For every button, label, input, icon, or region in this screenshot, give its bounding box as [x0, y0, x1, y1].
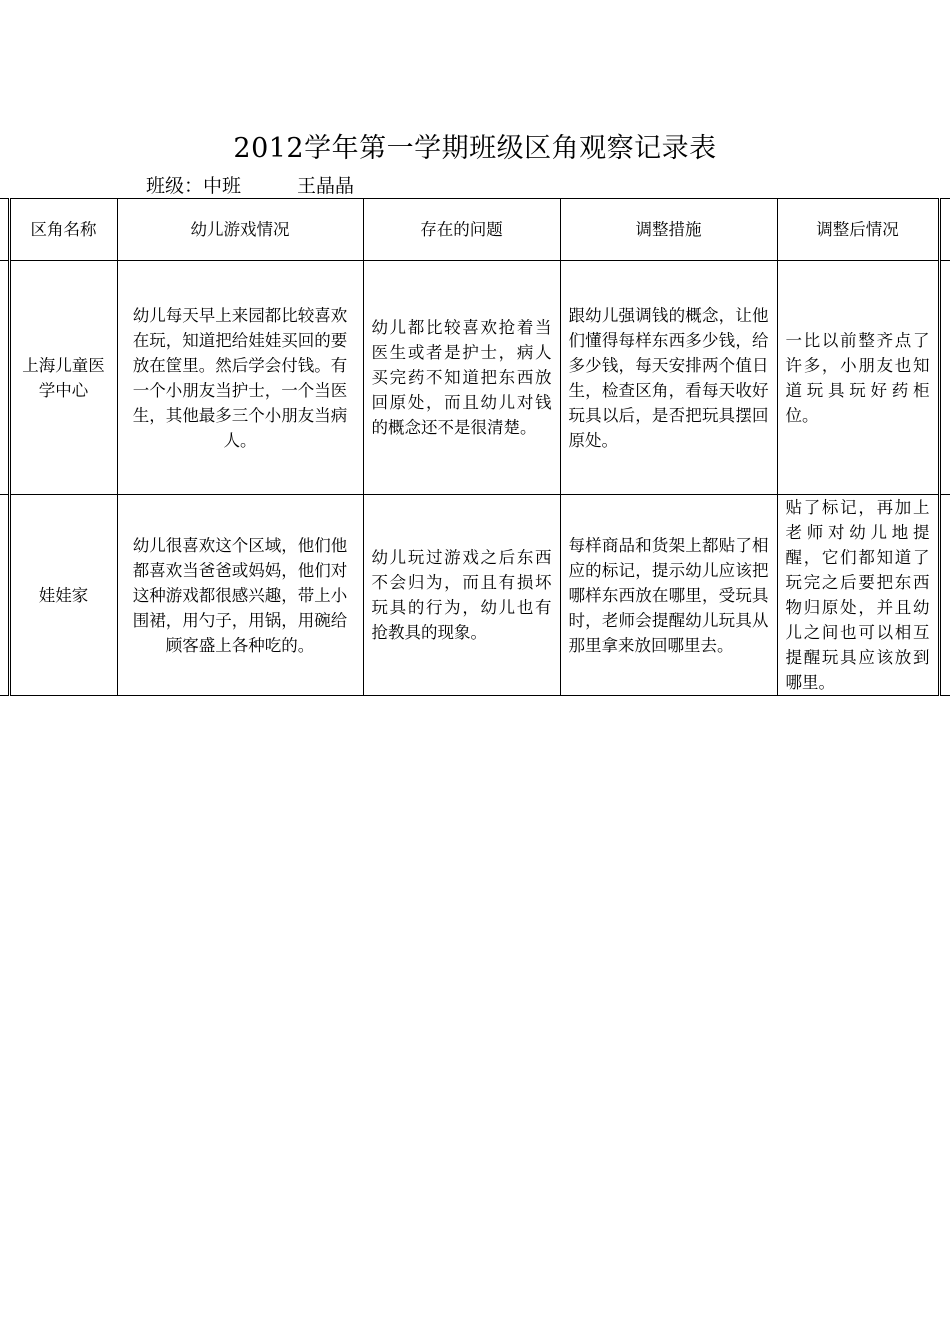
teacher-name: 王晶晶: [297, 175, 355, 197]
header-measure: 调整措施: [560, 199, 777, 261]
class-label: 班级：中班: [146, 175, 242, 197]
header-play: 幼儿游戏情况: [117, 199, 363, 261]
header-result: 调整后情况: [777, 199, 939, 261]
observation-table: [0, 198, 950, 696]
cell-area: 上海儿童医学中心: [9, 261, 117, 495]
header-problem: 存在的问题: [363, 199, 560, 261]
cell-measure: 跟幼儿强调钱的概念，让他们懂得每样东西多少钱，给多少钱，每天安排两个值日生，检查区角，看每天收好玩具以后，是否把玩具摆回原处。: [560, 261, 777, 495]
cell-play: 幼儿很喜欢这个区域，他们他都喜欢当爸爸或妈妈，他们对这种游戏都很感兴趣，带上小围裙，用勺子，用锅，用碗给顾客盛上各种吃的。: [117, 495, 363, 696]
cell-play: 幼儿每天早上来园都比较喜欢在玩，知道把给娃娃买回的要放在筐里。然后学会付钱。有一个小朋友当护士，一个当医生，其他最多三个小朋友当病人。: [117, 261, 363, 495]
table-edge-left: [0, 199, 9, 261]
table-header-row: [0, 199, 950, 261]
class-info: [146, 174, 354, 198]
table-edge-right: [939, 199, 950, 261]
header-area-name: 区角名称: [9, 199, 117, 261]
table-row: [0, 261, 950, 495]
cell-result: 贴了标记，再加上老师对幼儿地提醒，它们都知道了玩完之后要把东西物归原处，并且幼儿之间也可以相互提醒玩具应该放到哪里。: [777, 495, 939, 696]
observation-table-wrapper: [0, 198, 950, 696]
page-title: 2012学年第一学期班级区角观察记录表: [233, 133, 717, 164]
cell-problem: 幼儿都比较喜欢抢着当医生或者是护士，病人买完药不知道把东西放回原处，而且幼儿对钱的概念还不是很清楚。: [363, 261, 560, 495]
cell-measure: 每样商品和货架上都贴了相应的标记，提示幼儿应该把哪样东西放在哪里，受玩具时，老师会提醒幼儿玩具从那里拿来放回哪里去。: [560, 495, 777, 696]
cell-result: 一比以前整齐点了许多，小朋友也知道玩具玩好药柜位。: [777, 261, 939, 495]
cell-problem: 幼儿玩过游戏之后东西不会归为，而且有损坏玩具的行为，幼儿也有抢教具的现象。: [363, 495, 560, 696]
cell-area: 娃娃家: [9, 495, 117, 696]
table-row: [0, 495, 950, 696]
